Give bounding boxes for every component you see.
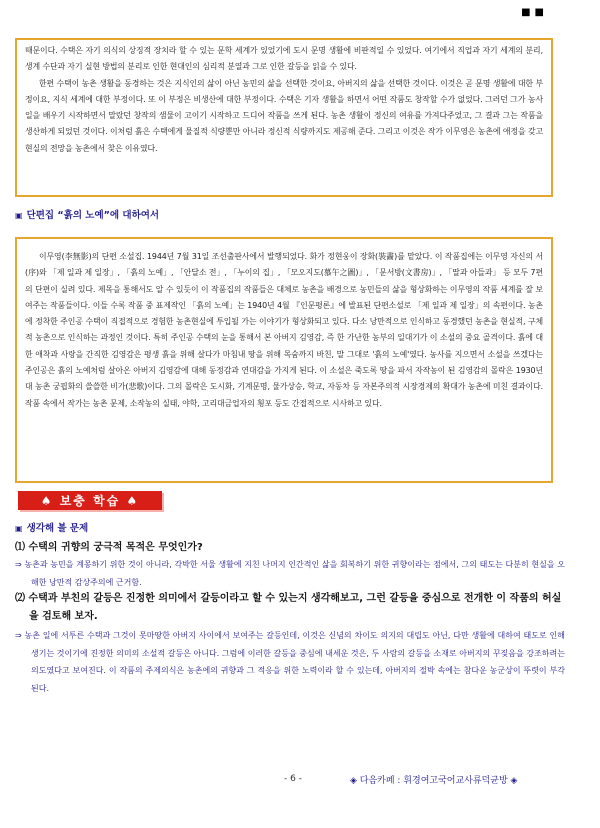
summary-paragraph: 한편 수택이 농촌 생활을 동경하는 것은 지식인의 삶이 아닌 농민의 삶을 선택한 것이요, 아버지의 삶을 선택한 것이다. 이것은 곧 문명 생활에 대한 부정이요, 지식 세계에 대한 부정이다. 또 이 부정은 비생산에 대한 부정이다. 수택은 기자 생활을 하면서 어떤 작품도 창작할 수가 없었다. 그러던 그가 농사일을 배우기 시작하면서 말랐던 창작의 샘물이 고이기 시작하고 드디어 작품을 쓰게 된다. 농촌 생활이 정신의 여유를 가져다주었고, 그 결과 그는 작품을 생산하게 되었던 것이다. 이처럼 흙은 수택에게 물질적 식량뿐만 아니라 정신적 식량까지도 제공해 준다. 그리고 이것은 작가 이무영은 농촌에 애정을 갖고 현실의 전망을 농촌에서 찾은 이유였다. (25, 78, 543, 153)
summary-paragraph: 때문이다. 수택은 자기 의식의 상징적 장치라 할 수 있는 문학 세계가 있었기에 도시 문명 생활에 비판적일 수 있었다. 여기에서 직업과 자기 세계의 분리, 생계 수단과 자기 실현 방법의 분리로 인한 현대인의 심리적 분열과 그로 인한 갈등을 읽을 수 있다. (25, 46, 543, 72)
corner-square-icon: ■ (521, 7, 531, 18)
section-heading (15, 207, 159, 221)
section-heading (15, 520, 88, 534)
question-2 (15, 590, 565, 626)
section-heading-text: 단편집 “흙의 노예”에 대하여서 (26, 210, 160, 221)
question-1: ⑴ 수택의 귀향의 궁극적 목적은 무엇인가? (15, 542, 203, 553)
section-heading-text: 생각해 볼 문제 (26, 523, 89, 534)
question-2-text: ⑵ 수택과 부친의 갈등은 진정한 의미에서 갈등이라고 할 수 있는지 생각해보고, 그런 갈등을 중심으로 전개한 이 작품의 허실을 검토해 보자. (15, 593, 562, 622)
summary-box (15, 38, 553, 197)
answer-1 (15, 556, 565, 591)
page-number: - 6 - (284, 774, 302, 784)
answer-2 (15, 627, 565, 697)
corner-square-icon: ■ (534, 7, 544, 18)
cafe-link[interactable]: ◈ 다음카페 : 휘경여고국어교사류덕균방 ◈ (350, 776, 518, 786)
answer-1-text: ⇒ 농촌과 농민을 계몽하기 위한 것이 아니라, 각박한 서울 생활에 지친 나머지 인간적인 삶을 회복하기 위한 귀향이라는 점에서, 그의 태도는 다분히 현실을 오해한 낭만적 감상주의에 근거함. (15, 560, 565, 587)
corner-marks (521, 8, 544, 18)
answer-2-text: ⇒ 농촌 일에 서투른 수택과 그것이 못마땅한 아버지 사이에서 보여주는 갈등인데, 이것은 신념의 차이도 의지의 대립도 아닌, 다만 생활에 대하여 태도로 인해 생기는 것이기에 진정한 의미의 소설적 갈등은 아니다. 그럼에 이러한 갈등을 중심에 내세운 것은, 두 사람의 갈등을 소재로 아버지의 꾸짖음을 강조하려는 의도였다고 보여진다. 이 작품의 주제의식은 농촌에의 귀향과 그 적응을 위한 노력이라 할 수 있는데, 아버지의 절박 속에는 참다운 농군상이 뚜렷이 부각된다. (15, 631, 565, 693)
square-bullet-icon: ▣ (15, 524, 23, 533)
supplement-banner: ♠ 보충 학습 ♠ (18, 491, 162, 510)
square-bullet-icon: ▣ (15, 211, 23, 220)
book-info-paragraph: 이무영(李無影)의 단편 소설집. 1944년 7월 31일 조선출판사에서 발행되었다. 화가 정현웅이 장화(裝畵)를 맡았다. 이 작품집에는 이무영 자신의 서(序)와 「제 일과 제 일장」, 「흙의 노예」, 「안달소 전」, 「누이의 집」, 「모오지도(慕午之圖)」, 「문서방(文書房)」, 「딸과 아들과」 등 모두 7편의 단편이 실려 있다. 제목을 통해서도 알 수 있듯이 이 작품집의 작품들은 대체로 농촌을 배경으로 농민들의 삶을 형상화하는 이무영의 작품 세계를 잘 보여주는 작품들이다. 이들 수록 작품 중 표제작인 「흙의 노예」는 1940년 4월 『인문평론』에 발표된 단편소설로 「제 일과 제 일장」의 속편이다. 농촌에 정착한 주인공 수택이 직접적으로 경험한 농촌현실에 투입될 가는 이야기가 형상화되고 있다. 다소 낭만적으로 인식하고 동경했던 농촌을 현실적, 구체적 농촌으로 인식하는 과정인 것이다. 특히 주인공 수택의 눈을 통해서 본 아버지 김영감, 즉 한 가난한 농부의 일대기가 이 소설의 중요 골격이다. 흙에 대한 애착과 사랑을 간직한 김영감은 평생 흙을 위해 살다가 마침내 땅을 위해 목숨까지 바친, 말 그대로 '흙의 노예'였다. 농사를 지으면서 소설을 쓰겠다는 주인공은 흙의 노예처럼 살아온 아버지 김영감에 대해 동정감과 연대감을 가지게 된다. 이 소설은 죽도록 땅을 파서 자작농이 된 김영감의 몰락은 1930년대 농촌 궁핍화의 쓸쓸한 비가(悲歌)이다. 그의 몰락은 도시화, 기계문명, 물가상승, 학교, 자동차 등 자본주의적 시장경제의 확대가 농촌에 미친 결과이다. 작품 속에서 작가는 농촌 문제, 소작농의 실태, 야학, 고리대금업자의 횡포 등도 간접적으로 시사하고 있다. (25, 252, 543, 408)
book-info-box (15, 237, 553, 483)
